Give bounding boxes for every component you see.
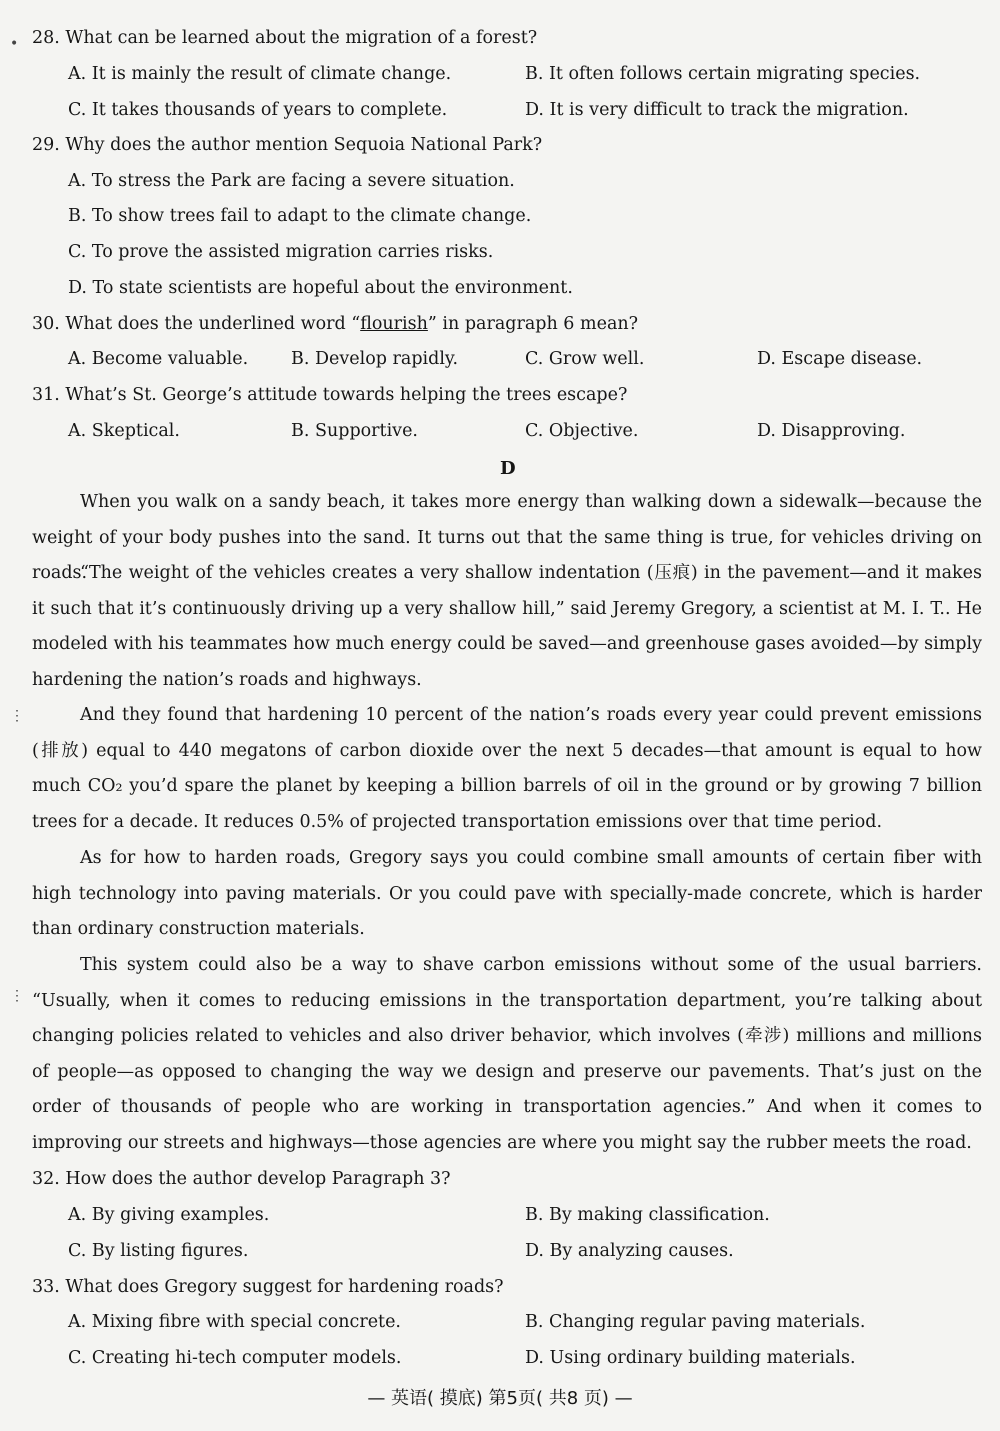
question-28-option-b: B. It often follows certain migrating species. — [525, 64, 921, 84]
question-30-option-c: C. Grow well. — [525, 349, 645, 369]
question-31-option-a: A. Skeptical. — [68, 421, 180, 441]
passage-paragraph-1: When you walk on a sandy beach, it takes more energy than walking down a sidewalk—because the weight of your body pushes into the sand. It turns out that the same thing is true, for vehicles driving on roads. — [32, 492, 982, 584]
underlined-word: flourish — [360, 314, 428, 334]
question-29-option-b: B. To show trees fail to adapt to the climate change. — [68, 206, 532, 226]
question-30-option-a: A. Become valuable. — [68, 349, 249, 369]
question-31-option-c: C. Objective. — [525, 421, 639, 441]
question-31-option-b: B. Supportive. — [291, 421, 418, 441]
question-28-stem: 28. What can be learned about the migration of a forest? — [32, 28, 538, 48]
question-33-option-b: B. Changing regular paving materials. — [525, 1312, 866, 1332]
passage-paragraph-5: This system could also be a way to shave carbon emissions without some of the usual barriers. “Usually, when it comes to reducing emissions in the transportation department, you’re talking about changing policies related to vehicles and also driver behavior, which involves (牵涉) millions and millions of people—as opposed to changing the way we design and preserve our pavements. That’s just on the order of thousands of people who are working in transportation agencies.” And when it comes to improving our streets and highways—those agencies are where you might say the rubber meets the road. — [32, 955, 982, 1153]
question-30-option-d: D. Escape disease. — [757, 349, 923, 369]
question-33-option-a: A. Mixing fibre with special concrete. — [68, 1312, 401, 1332]
question-29-option-d: D. To state scientists are hopeful about the environment. — [68, 278, 573, 298]
question-28-option-c: C. It takes thousands of years to complete. — [68, 100, 448, 120]
question-32-stem: 32. How does the author develop Paragraph 3? — [32, 1169, 451, 1189]
passage-paragraph-2: “The weight of the vehicles creates a very shallow indentation (压痕) in the pavement—and it makes it such that it’s continuously driving up a very shallow hill,” said Jeremy Gregory, a scientist at M. I. T.. He modeled with his teammates how much energy could be saved—and greenhouse gases avoided—by simply hardening the nation’s roads and highways. — [32, 563, 982, 690]
question-28-option-a: A. It is mainly the result of climate change. — [68, 64, 452, 84]
question-33-option-c: C. Creating hi-tech computer models. — [68, 1348, 402, 1368]
passage-paragraph-3: And they found that hardening 10 percent of the nation’s roads every year could prevent emissions (排放) equal to 440 megatons of carbon dioxide over the next 5 decades—that amount is equal to how much CO₂ you’d spare the planet by keeping a billion barrels of oil in the ground or by growing 7 billion trees for a decade. It reduces 0.5% of projected transportation emissions over that time period. — [32, 705, 982, 832]
question-31-stem: 31. What’s St. George’s attitude towards helping the trees escape? — [32, 385, 628, 405]
question-30-stem-pre: 30. What does the underlined word “ — [32, 314, 361, 334]
question-29-option-c: C. To prove the assisted migration carries risks. — [68, 242, 494, 262]
question-32-option-c: C. By listing figures. — [68, 1241, 249, 1261]
page-footer: — 英语( 摸底) 第5页( 共8 页) — — [367, 1388, 633, 1409]
question-31-option-d: D. Disapproving. — [757, 421, 906, 441]
question-32-option-a: A. By giving examples. — [68, 1205, 270, 1225]
margin-mark: ⋮ — [10, 988, 24, 1004]
question-28-option-d: D. It is very difficult to track the migration. — [525, 100, 909, 120]
margin-mark: ⋮ — [10, 708, 24, 724]
question-30-option-b: B. Develop rapidly. — [291, 349, 459, 369]
question-33-stem: 33. What does Gregory suggest for hardening roads? — [32, 1277, 504, 1297]
question-32-option-d: D. By analyzing causes. — [525, 1241, 734, 1261]
section-heading: D — [500, 458, 516, 479]
question-29-option-a: A. To stress the Park are facing a severe situation. — [68, 171, 515, 191]
question-29-stem: 29. Why does the author mention Sequoia National Park? — [32, 135, 543, 155]
question-32-option-b: B. By making classification. — [525, 1205, 770, 1225]
margin-mark: • — [10, 36, 19, 52]
question-33-option-d: D. Using ordinary building materials. — [525, 1348, 856, 1368]
passage-paragraph-4: As for how to harden roads, Gregory says you could combine small amounts of certain fiber with high technology into paving materials. Or you could pave with specially-made concrete, which is harder than ordinary construction materials. — [32, 848, 982, 940]
question-30-stem-post: ” in paragraph 6 mean? — [427, 314, 639, 334]
question-30-stem — [32, 313, 638, 335]
